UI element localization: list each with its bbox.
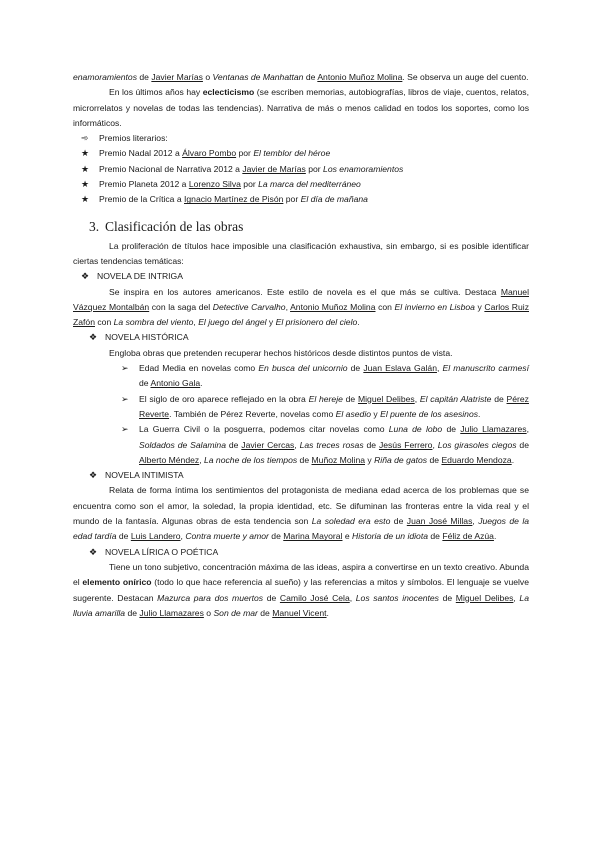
author-name: Antonio Muñoz Molina [290, 301, 376, 312]
text: . Se observa un auge del cuento. [402, 72, 529, 82]
author-name: Ignacio Martínez de Pisón [184, 194, 284, 205]
list-item [121, 422, 529, 468]
text: de [428, 531, 443, 542]
text: Tiene un tono subjetivo, concentración máxima de las ideas, aspira a convertirse en un texto creativo. Abunda el [73, 561, 529, 588]
text: Premios literarios: [99, 133, 168, 144]
text: y [371, 408, 381, 419]
text: de [438, 592, 456, 603]
historica-intro: Engloba obras que pretenden recuperar hechos históricos desde distintos puntos de vista. [109, 347, 453, 358]
work-title: Los enamoramientos [323, 163, 404, 174]
author-name: Manuel Vázquez Montalbán [73, 286, 529, 312]
author-name: Manuel Vicent [272, 607, 327, 618]
text: , [513, 592, 520, 603]
text: con la saga del [149, 301, 213, 312]
text: , [472, 516, 479, 527]
text: El siglo de oro aparece reflejado en la obra [139, 393, 309, 404]
text: . [357, 317, 360, 328]
premio-item [81, 146, 529, 161]
text: La Guerra Civil o la posguerra, podemos citar novelas como [139, 424, 389, 435]
text: o [202, 72, 213, 82]
text: de [347, 363, 364, 374]
author-name: Miguel Delibes [455, 592, 514, 603]
text: Premio Planeta 2012 a [99, 179, 189, 190]
category-heading-intimista [89, 468, 529, 483]
author-name: Jesús Ferrero [378, 439, 433, 450]
author-name: Luis Landero [130, 531, 181, 542]
text: de [139, 378, 151, 389]
author-name: Álvaro Pombo [182, 148, 237, 159]
text: de [263, 592, 280, 603]
document-page [73, 70, 529, 621]
author-name: Muñoz Molina [311, 454, 365, 465]
diamond-icon: ❖ [89, 470, 98, 481]
text: , [526, 424, 529, 435]
text: por [305, 163, 324, 174]
text: y [365, 454, 375, 465]
author-name: Carlos Ruiz Zafón [73, 301, 529, 328]
text: de [257, 607, 273, 618]
author-name: Pérez Reverte [139, 393, 529, 419]
text: de [125, 607, 140, 618]
text: Relata de forma íntima los sentimientos del protagonista de mediana edad acerca de los problemas que se encuentra como son el amor, la soledad, la propia identidad, etc. Se difuminan las fronteras entre la vida real y el mundo de la fantasía. Algunas obras de esta tendencia son [73, 485, 529, 527]
text: , [436, 363, 443, 374]
text: , [199, 454, 204, 465]
text: o [203, 607, 214, 618]
text: (todo lo que hace referencia al sueño) y las referencias a mitos y símbolos. El lenguaje se vuelve sugerente. Destacan [73, 577, 530, 603]
text: . [511, 454, 515, 465]
work-title: El asedio [335, 408, 372, 419]
text: de [225, 439, 242, 450]
text: , [432, 439, 438, 450]
text: , [294, 439, 300, 450]
text: NOVELA LÍRICA O POÉTICA [105, 546, 219, 557]
work-title: Contra muerte y amor [185, 531, 269, 542]
text: Edad Media en novelas como [139, 363, 259, 374]
work-title: enamoramientos [73, 72, 138, 82]
section-intro: La proliferación de títulos hace imposible una clasificación exhaustiva, sin embargo, si es posible identificar ciertas tendencias temáticas: [73, 240, 529, 266]
work-title: Riña de gatos [374, 454, 428, 465]
author-name: Antonio Gala [150, 378, 201, 389]
author-name: Camilo José Cela [279, 592, 350, 603]
arrow-icon: ➾ [81, 133, 89, 144]
list-item [121, 361, 529, 392]
star-icon: ★ [81, 179, 90, 190]
star-icon: ★ [81, 194, 90, 205]
author-name: Miguel Delibes [357, 393, 415, 404]
text: de [268, 531, 284, 542]
work-title: Los santos inocentes [355, 592, 439, 603]
work-title: La soledad era esto [311, 516, 391, 527]
diamond-icon: ❖ [89, 332, 98, 343]
text: de [363, 439, 379, 450]
author-name: Juan Eslava Galán [363, 363, 437, 374]
category-heading-intriga [81, 269, 529, 284]
text: y [266, 317, 276, 328]
work-title: El prisionero del cielo [275, 317, 358, 328]
category-heading-historica [89, 330, 529, 345]
text: (se escriben memorias, autobiografías, libros de viaje, cuentos, relatos, microrrelatos y novelas de todas las tendencias). Narrativa de más o menos calidad en todos los soportes, como los informáticos. [73, 87, 529, 128]
text: Premio Nacional de Narrativa 2012 a [99, 163, 243, 174]
intro-paragraph [73, 70, 529, 85]
text: de [116, 531, 131, 542]
text: de [137, 72, 152, 82]
section-heading [89, 218, 529, 236]
text: , [180, 531, 186, 542]
text: con [375, 301, 395, 312]
work-title: Mazurca para dos muertos [157, 592, 264, 603]
work-title: El temblor del héroe [253, 148, 331, 159]
text: con [94, 317, 114, 328]
category-heading-lirica [89, 545, 529, 560]
author-name: Antonio Muñoz Molina [317, 72, 403, 82]
arrow-icon: ➢ [121, 363, 129, 374]
work-title: Las treces rosas [299, 439, 364, 450]
work-title: Ventanas de Manhattan [212, 72, 304, 82]
premios-heading [81, 131, 529, 146]
work-title: El hereje [308, 393, 343, 404]
work-title: La noche de los tiempos [203, 454, 298, 465]
text: En los últimos años hay [109, 87, 203, 98]
section-number: 3. [89, 218, 100, 234]
text: Premio de la Crítica a [99, 194, 185, 205]
text: de [442, 424, 461, 435]
work-title: Son de mar [213, 607, 258, 618]
text: de [297, 454, 312, 465]
list-item [121, 392, 529, 423]
premio-item [81, 162, 529, 177]
historica-list [121, 361, 529, 468]
text: , [193, 317, 199, 328]
premio-item [81, 177, 529, 192]
text: Premio Nadal 2012 a [99, 148, 183, 159]
eclecticismo-paragraph [73, 85, 529, 131]
work-title: La lluvia amarilla [73, 592, 529, 618]
author-name: Eduardo Mendoza [441, 454, 512, 465]
premios-list [81, 131, 529, 207]
arrow-icon: ➢ [121, 424, 129, 435]
work-title: El invierno en Lisboa [394, 301, 475, 312]
keyword: elemento onírico [82, 577, 152, 588]
text: y [474, 301, 485, 312]
diamond-icon: ❖ [89, 546, 98, 557]
text: NOVELA DE INTRIGA [97, 271, 183, 282]
work-title: Historia de un idiota [352, 531, 429, 542]
text: . [200, 378, 203, 389]
text: por [240, 179, 259, 190]
author-name: Juan José Millas [406, 516, 473, 527]
text: por [283, 194, 301, 205]
work-title: Soldados de Salamina [139, 439, 226, 450]
intriga-paragraph [73, 285, 529, 331]
lirica-paragraph [73, 560, 529, 621]
text: de [390, 516, 407, 527]
text: . [326, 607, 329, 618]
text: por [236, 148, 254, 159]
author-name: Javier de Marías [242, 163, 306, 174]
work-title: El juego del ángel [198, 317, 267, 328]
work-title: En busca del unicornio [258, 363, 348, 374]
section-title: Clasificación de las obras [105, 218, 244, 234]
text: , [414, 393, 420, 404]
work-title: Detective Carvalho [212, 301, 286, 312]
work-title: La marca del mediterráneo [258, 179, 361, 190]
work-title: Juegos de la edad tardía [73, 516, 530, 542]
text: . También de Pérez Reverte, novelas como [169, 408, 336, 419]
work-title: Los girasoles ciegos [437, 439, 517, 450]
work-title: Luna de lobo [388, 424, 443, 435]
star-icon: ★ [81, 148, 90, 159]
text: . [478, 408, 481, 419]
text: , [349, 592, 356, 603]
text: de [516, 439, 529, 450]
author-name: Alberto Méndez [139, 454, 200, 465]
text: de [427, 454, 442, 465]
diamond-icon: ❖ [81, 271, 90, 282]
work-title: El manuscrito carmesí [442, 363, 529, 374]
author-name: Marina Mayoral [283, 531, 343, 542]
author-name: Féliz de Azúa [442, 531, 494, 542]
author-name: Julio Llamazares [139, 607, 204, 618]
star-icon: ★ [81, 163, 90, 174]
work-title: El día de mañana [300, 194, 368, 205]
author-name: Javier Marías [151, 72, 203, 82]
text: de [303, 72, 318, 82]
intimista-paragraph [73, 483, 529, 544]
premio-item [81, 192, 529, 207]
author-name: Javier Cercas [241, 439, 295, 450]
text: de [491, 393, 507, 404]
text: de [342, 393, 358, 404]
text: NOVELA INTIMISTA [105, 470, 184, 481]
author-name: Lorenzo Silva [188, 179, 241, 190]
text: Se inspira en los autores americanos. Este estilo de novela es el que más se cultiva. Destaca [109, 286, 501, 297]
text: NOVELA HISTÓRICA [105, 332, 189, 343]
work-title: La sombra del viento [113, 317, 194, 328]
work-title: El capitán Alatriste [419, 393, 492, 404]
work-title: El puente de los asesinos [380, 408, 479, 419]
arrow-icon: ➢ [121, 393, 129, 404]
keyword: eclecticismo [202, 87, 255, 98]
text: e [342, 531, 353, 542]
text: , [285, 301, 291, 312]
text: . [493, 531, 497, 542]
author-name: Julio Llamazares [460, 424, 527, 435]
